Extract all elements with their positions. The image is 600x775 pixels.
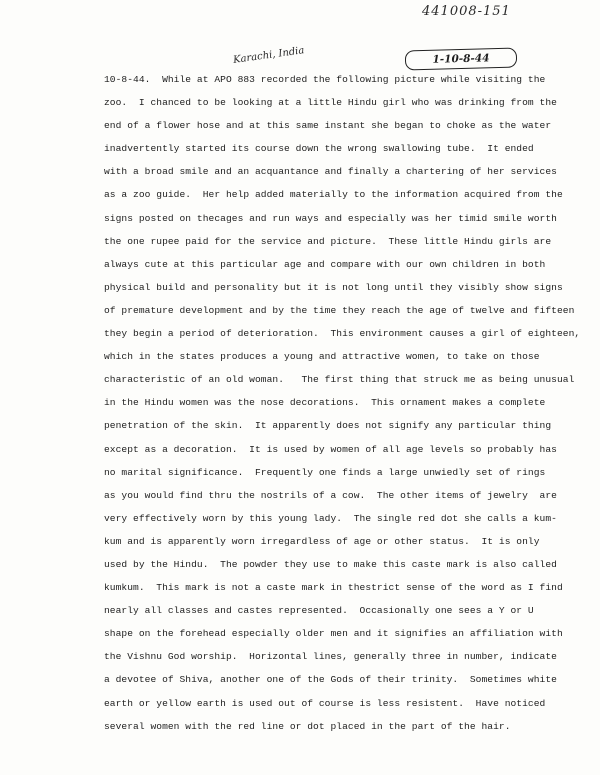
text-line: as you would find thru the nostrils of a cow. The other items of jewelry are xyxy=(104,489,557,501)
text-line: kumkum. This mark is not a caste mark in thestrict sense of the word as I find xyxy=(104,582,563,594)
letter-body xyxy=(104,68,584,738)
text-line: zoo. I chanced to be looking at a little Hindu girl who was drinking from the xyxy=(104,97,557,109)
text-line: except as a decoration. It is used by women of all age levels so probably has xyxy=(104,443,557,455)
location-note: Karachi, India xyxy=(232,45,306,66)
text-line: shape on the forehead especially older men and it signifies an affiliation with xyxy=(104,628,563,640)
text-line: signs posted on thecages and run ways and especially was her timid smile worth xyxy=(104,212,557,224)
text-line: of premature development and by the time they reach the age of twelve and fifteen xyxy=(104,304,575,316)
text-line: several women with the red line or dot placed in the part of the hair. xyxy=(104,720,511,732)
text-line: 10-8-44. While at APO 883 recorded the following picture while visiting the xyxy=(104,74,546,85)
text-line: the one rupee paid for the service and picture. These little Hindu girls are xyxy=(104,235,552,247)
text-line: with a broad smile and an acquantance and finally a chartering of her services xyxy=(104,166,557,178)
text-line: a devotee of Shiva, another one of the Gods of their trinity. Sometimes white xyxy=(104,674,557,686)
text-line: earth or yellow earth is used out of course is less resistent. Have noticed xyxy=(104,697,546,709)
text-line: characteristic of an old woman. The first thing that struck me as being unusual xyxy=(104,374,575,386)
text-line: physical build and personality but it is not long until they visibly show signs xyxy=(104,281,563,293)
text-line: nearly all classes and castes represented. Occasionally one sees a Y or U xyxy=(104,605,534,617)
text-line: penetration of the skin. It apparently does not signify any particular thing xyxy=(104,420,552,432)
text-line: inadvertently started its course down the wrong swallowing tube. It ended xyxy=(104,143,534,155)
text-line: in the Hindu women was the nose decorations. This ornament makes a complete xyxy=(104,397,546,409)
text-line: they begin a period of deterioration. This environment causes a girl of eighteen, xyxy=(104,328,581,340)
text-line: end of a flower hose and at this same instant she began to choke as the water xyxy=(104,120,552,132)
text-line: used by the Hindu. The powder they use to make this caste mark is also called xyxy=(104,558,557,570)
text-line: the Vishnu God worship. Horizontal lines, generally three in number, indicate xyxy=(104,651,557,663)
text-line: which in the states produces a young and attractive women, to take on those xyxy=(104,351,540,363)
text-line: no marital significance. Frequently one finds a large unwiedly set of rings xyxy=(104,466,546,478)
text-line: very effectively worn by this young lady. The single red dot she calls a kum- xyxy=(104,512,557,524)
text-line: always cute at this particular age and compare with our own children in both xyxy=(104,258,546,270)
text-line: kum and is apparently worn irregardless of age or other status. It is only xyxy=(104,535,540,547)
reference-box: 1-10-8-44 xyxy=(405,48,517,71)
document-number: 441008-151 xyxy=(422,4,511,19)
text-line: as a zoo guide. Her help added materially to the information acquired from the xyxy=(104,189,563,201)
